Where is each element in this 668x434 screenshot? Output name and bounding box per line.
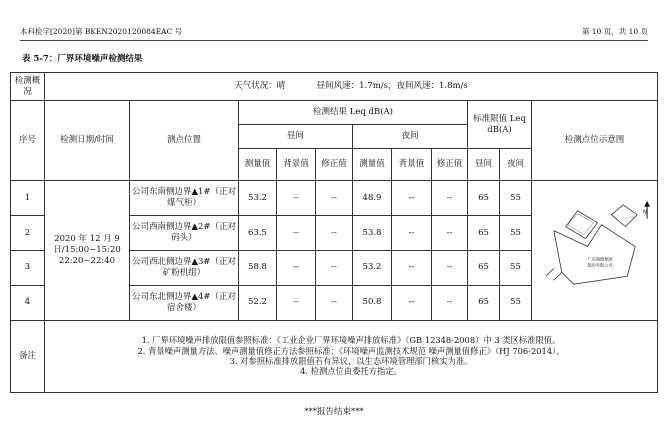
row-night-background: -- [392,250,432,285]
datetime-cell: 2020 年 12 月 9 日/15:00~15:20 22:20~22:40 [45,181,130,321]
row-location: 公司西北侧边界▲3#（正对矿粉机组） [130,250,239,285]
row-night-background: -- [392,285,432,320]
row-limit-night: 55 [500,285,532,320]
row-seq: 4 [11,285,45,320]
row-limit-night: 55 [500,181,532,216]
table-row [11,181,658,216]
row-day-measured: 63.5 [239,215,277,250]
header-datetime: 检测日期/时间 [45,101,130,181]
row-day-background: -- [277,181,316,216]
building-outline [566,211,598,239]
row-limit-night: 55 [500,250,532,285]
noise-results-table [10,72,658,393]
road-line [546,268,554,276]
row-limit-day: 65 [468,250,500,285]
header-day-measured: 测量值 [239,149,277,181]
header-location: 测点位置 [130,101,239,181]
header-night-measured: 测量值 [353,149,392,181]
header-limit-night: 夜间 [500,149,532,181]
weather-text: 天气状况：晴 [234,81,286,92]
row-night-corrected: -- [432,285,468,320]
site-boundary [554,225,635,285]
row-day-measured: 53.2 [239,181,277,216]
row-limit-night: 55 [500,215,532,250]
header-result: 检测结果 Leq dB(A) [239,101,468,125]
row-limit-day: 65 [468,215,500,250]
row-night-corrected: -- [432,215,468,250]
header-night: 夜间 [353,125,468,149]
row-day-corrected: -- [316,181,353,216]
header-seq: 序号 [11,101,45,181]
row-location: 公司西南侧边界▲2#（正对码头） [130,215,239,250]
note-item: 4. 检测点位由委托方指定。 [300,366,402,377]
row-location: 公司东北侧边界▲4#（正对宿舍楼） [130,285,239,320]
row-night-background: -- [392,215,432,250]
conditions-label: 检测概况 [11,73,45,101]
north-label: N [643,209,647,216]
row-day-corrected: -- [316,250,353,285]
row-day-corrected: -- [316,215,353,250]
row-day-measured: 52.2 [239,285,277,320]
header-divider [20,40,648,41]
row-day-background: -- [277,250,316,285]
gas-holder-outline [611,205,637,227]
note-item: 1. 厂界环境噪声排放限值参照标准：《工业企业厂界环境噪声排放标准》（GB 12348-2008）中 3 类区标准限值。 [141,335,561,346]
header-night-background: 背景值 [392,149,432,181]
note-item: 3. 对参照标准排放限值若有异议，以生态环境管理部门核实为准。 [229,356,473,367]
report-end-marker: ***报告结束*** [304,407,364,417]
north-arrow-head-icon [644,201,650,207]
road-line [554,272,562,280]
header-limit-day: 昼间 [468,149,500,181]
row-day-background: -- [277,215,316,250]
header-day-corrected: 修正值 [316,149,353,181]
diagram-cell [532,181,658,321]
row-location: 公司东南侧边界▲1#（正对煤气柜） [130,181,239,216]
notes-label: 备注 [11,320,45,392]
row-night-measured: 53.8 [353,215,392,250]
row-day-corrected: -- [316,285,353,320]
row-night-measured: 53.2 [353,250,392,285]
page-number: 第 10 页，共 10 页 [581,27,648,36]
conditions-cell [45,73,658,101]
notes-cell [45,320,658,392]
report-number: 本科检字[2020]第 BKEN2020120084EAC 号 [20,27,183,36]
row-night-measured: 48.9 [353,181,392,216]
header-day: 昼间 [239,125,353,149]
header-day-background: 背景值 [277,149,316,181]
site-sketch [532,181,657,316]
row-night-corrected: -- [432,250,468,285]
header-diagram: 检测点位示意图 [532,101,658,181]
table-caption: 表 5-7：厂界环境噪声检测结果 [22,54,143,64]
row-seq: 2 [11,215,45,250]
header-night-corrected: 修正值 [432,149,468,181]
building-inner [568,214,594,235]
row-seq: 3 [11,250,45,285]
row-seq: 1 [11,181,45,216]
row-limit-day: 65 [468,181,500,216]
company-label-line2: 股份有限公司 [587,262,613,268]
note-item: 2. 背景噪声测量方法、噪声测量值修正方法参照标准：《环境噪声监测技术规范 噪声测量值修正》（HJ 706-2014）。 [137,345,565,356]
row-day-background: -- [277,285,316,320]
row-night-measured: 50.8 [353,285,392,320]
row-day-measured: 58.8 [239,250,277,285]
company-label-line1: 广东海德集团 [587,256,613,262]
row-limit-day: 65 [468,285,500,320]
header-limit: 标准限值 Leq dB(A) [468,101,532,149]
row-night-background: -- [392,181,432,216]
row-night-corrected: -- [432,181,468,216]
wind-text: 昼间风速：1.7m/s，夜间风速：1.8m/s [316,81,468,92]
